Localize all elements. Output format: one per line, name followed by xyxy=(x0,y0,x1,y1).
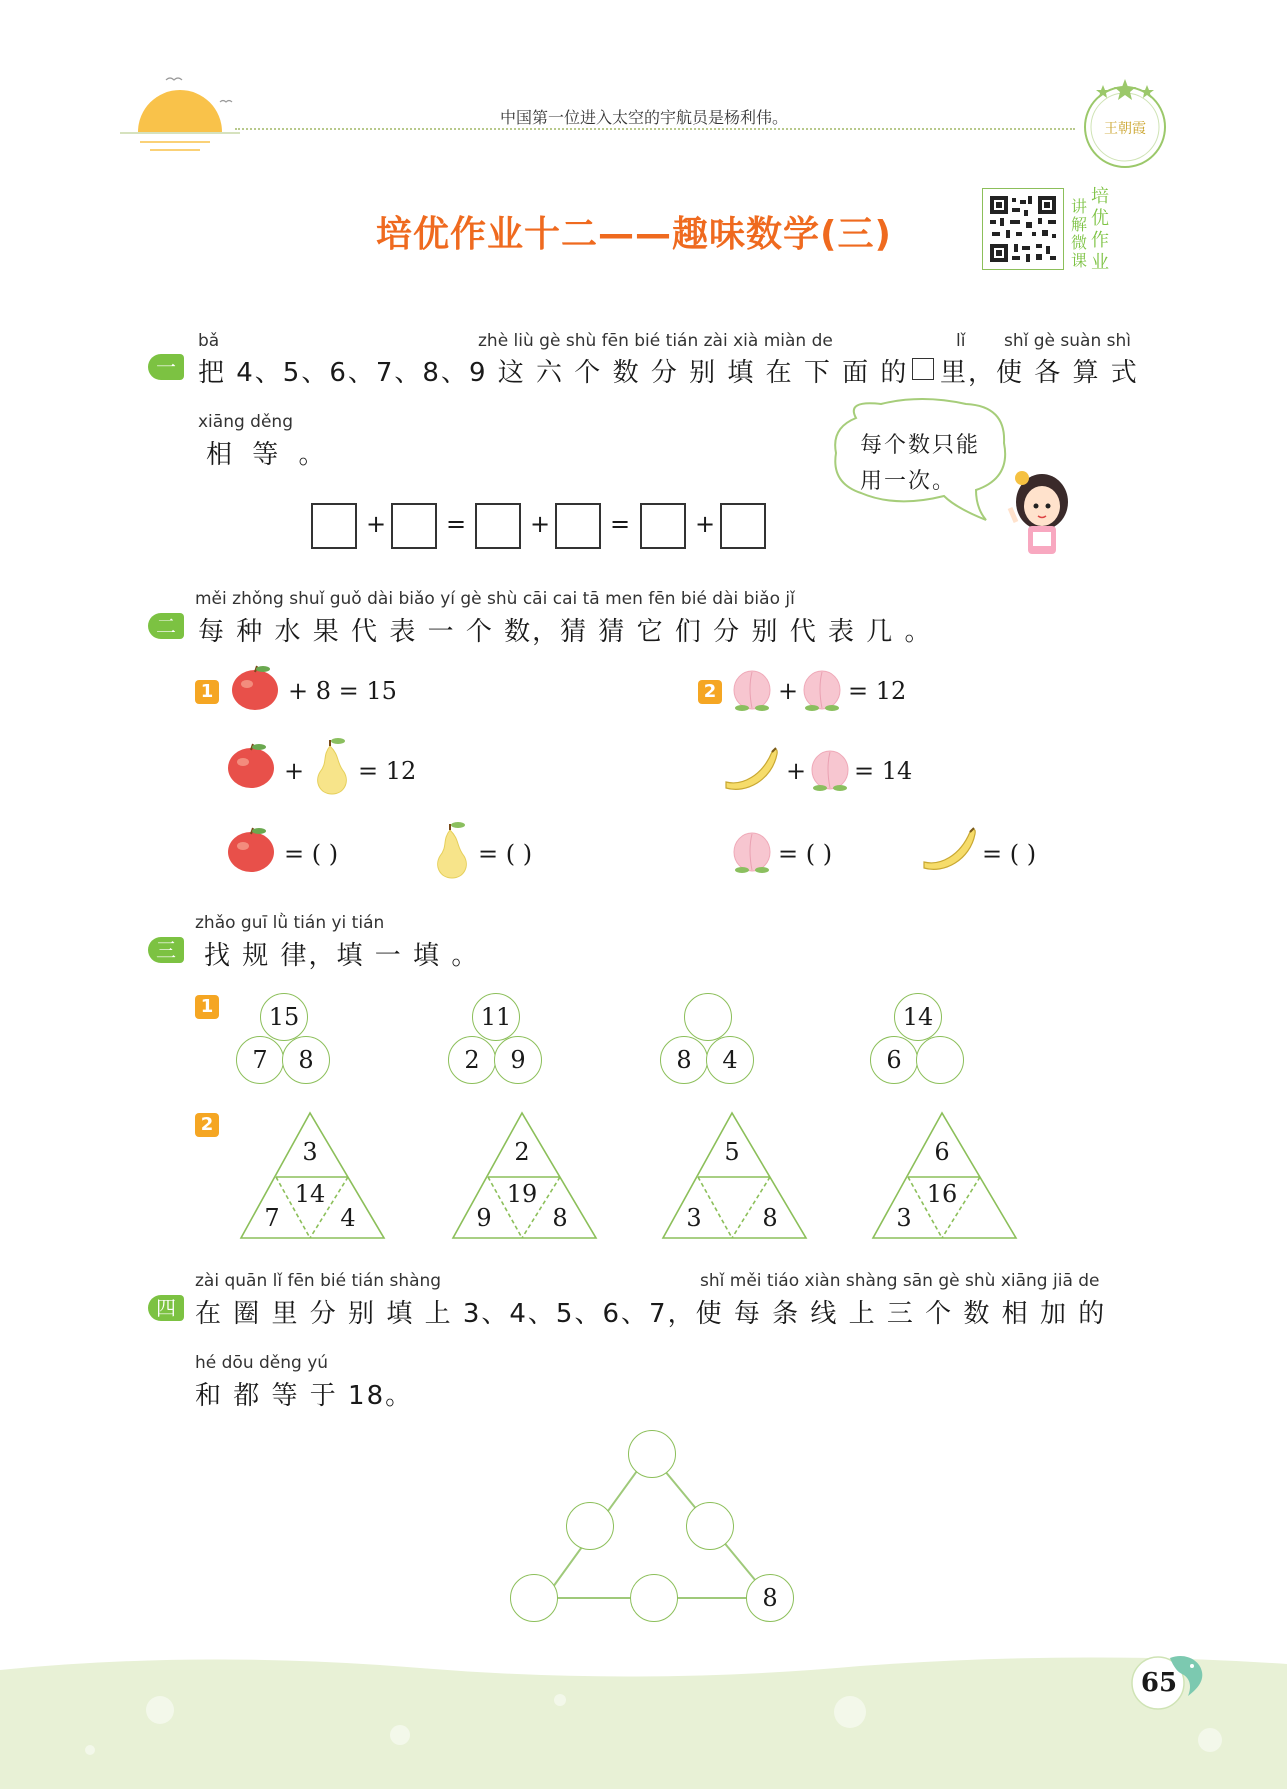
number-circle: 2 xyxy=(448,1036,496,1084)
answer-circle[interactable] xyxy=(628,1430,676,1478)
pinyin: měi zhǒng shuǐ guǒ dài biǎo yí gè shù cāi cai tā men fēn bié dài biǎo jǐ xyxy=(195,589,795,609)
equation-text: = 14 xyxy=(854,757,913,785)
number-circle: 8 xyxy=(660,1036,708,1084)
header-fact: 中国第一位进入太空的宇航员是杨利伟。 xyxy=(500,108,789,127)
bubble-line-2: 用一次。 xyxy=(860,469,957,494)
instruction-text: 每 种 水 果 代 表 一 个 数，猜 猜 它 们 分 别 代 表 几 。 xyxy=(198,617,933,647)
section-badge-2: 二 xyxy=(148,613,184,639)
answer-circle[interactable] xyxy=(630,1574,678,1622)
question-number: 2 xyxy=(698,680,722,704)
answer-box[interactable] xyxy=(391,503,437,549)
number-circle: 4 xyxy=(706,1036,754,1084)
question-number: 1 xyxy=(195,680,219,704)
equation-text: = 12 xyxy=(358,757,417,785)
answer-blank[interactable]: = ( ) xyxy=(478,840,533,868)
peach-icon xyxy=(730,830,776,876)
pinyin: hé dōu děng yú xyxy=(195,1353,329,1373)
peach-icon xyxy=(730,668,776,714)
triangle-right-number: 8 xyxy=(762,1204,778,1232)
pinyin: xiāng děng xyxy=(198,412,293,432)
plus-sign: + xyxy=(695,510,716,538)
answer-blank[interactable]: = ( ) xyxy=(982,840,1037,868)
section-badge-3: 三 xyxy=(148,937,184,963)
apple-icon xyxy=(226,826,278,876)
qr-label-col2: 培优作业 xyxy=(1091,186,1109,273)
instruction-text: 相 等 。 xyxy=(206,440,331,470)
number-circle xyxy=(916,1036,964,1084)
given-number-circle: 8 xyxy=(746,1574,794,1622)
apple-icon xyxy=(230,664,282,714)
page-number: 65 xyxy=(1140,1668,1178,1698)
answer-box[interactable] xyxy=(640,503,686,549)
speech-bubble xyxy=(826,398,1016,528)
pinyin: bǎ xyxy=(198,331,220,351)
footer-wave xyxy=(0,1650,1287,1789)
plus-sign: + xyxy=(366,510,387,538)
triangle-top-number: 2 xyxy=(514,1138,530,1166)
pear-icon xyxy=(308,738,356,798)
page-title: 培优作业十二——趣味数学(三) xyxy=(376,214,892,255)
section-badge-1: 一 xyxy=(148,354,184,380)
triangle-left-number: 3 xyxy=(896,1204,912,1232)
instruction-text: 里，使 各 算 式 xyxy=(940,358,1139,388)
pinyin: shǐ měi tiáo xiàn shàng sān gè shù xiāng jiā de xyxy=(700,1271,1100,1291)
triangle-left-number: 9 xyxy=(476,1204,492,1232)
peach-icon xyxy=(808,748,854,794)
triangle-left-number: 3 xyxy=(686,1204,702,1232)
header-rule xyxy=(235,128,1075,130)
brand-logo xyxy=(1078,75,1173,170)
question-number: 1 xyxy=(195,995,219,1019)
peach-icon xyxy=(800,668,846,714)
triangle-right-number: 4 xyxy=(340,1204,356,1232)
question-number: 2 xyxy=(195,1113,219,1137)
plus-sign: + xyxy=(778,677,799,705)
instruction-text: 在 圈 里 分 别 填 上 3、4、5、6、7，使 每 条 线 上 三 个 数 相 加 的 xyxy=(195,1299,1107,1329)
answer-box[interactable] xyxy=(311,503,357,549)
triangle-left-number: 7 xyxy=(264,1204,280,1232)
number-circle: 14 xyxy=(894,993,942,1041)
triangle-top-number: 6 xyxy=(934,1138,950,1166)
banana-icon xyxy=(920,826,980,876)
instruction-text: 找 规 律，填 一 填 。 xyxy=(204,941,480,971)
sun-decoration xyxy=(120,70,240,155)
answer-box[interactable] xyxy=(720,503,766,549)
section-badge-4: 四 xyxy=(148,1295,184,1321)
qr-label-col1: 讲解微课 xyxy=(1071,197,1088,270)
triangle-middle-number: 16 xyxy=(926,1180,958,1208)
equals-sign: = xyxy=(446,510,467,538)
pinyin: zhǎo guī lǜ tián yi tián xyxy=(195,913,385,933)
pear-icon xyxy=(428,822,476,882)
answer-blank[interactable]: = ( ) xyxy=(284,840,339,868)
triangle-top-number: 3 xyxy=(302,1138,318,1166)
answer-blank[interactable]: = ( ) xyxy=(778,840,833,868)
pinyin: zài quān lǐ fēn bié tián shàng xyxy=(195,1271,442,1291)
pinyin: zhè liù gè shù fēn bié tián zài xià miàn de xyxy=(478,331,833,351)
plus-sign: + xyxy=(530,510,551,538)
banana-icon xyxy=(722,746,782,796)
answer-circle[interactable] xyxy=(566,1502,614,1550)
triangle-middle-number: 19 xyxy=(506,1180,538,1208)
girl-illustration xyxy=(1000,460,1080,556)
number-circle: 11 xyxy=(472,993,520,1041)
answer-box[interactable] xyxy=(475,503,521,549)
equals-sign: = xyxy=(610,510,631,538)
number-circle: 6 xyxy=(870,1036,918,1084)
triangle-middle-number: 14 xyxy=(294,1180,326,1208)
answer-box[interactable] xyxy=(555,503,601,549)
plus-sign: + xyxy=(284,757,305,785)
triangle-right-number: 8 xyxy=(552,1204,568,1232)
inline-box-icon xyxy=(912,358,934,380)
apple-icon xyxy=(226,742,278,792)
number-circle: 15 xyxy=(260,993,308,1041)
triangle-top-number: 5 xyxy=(724,1138,740,1166)
plus-sign: + xyxy=(786,757,807,785)
number-circle: 7 xyxy=(236,1036,284,1084)
equation-text: = 12 xyxy=(848,677,907,705)
qr-code[interactable] xyxy=(982,188,1064,270)
number-circle: 9 xyxy=(494,1036,542,1084)
number-circle: 8 xyxy=(282,1036,330,1084)
bubble-line-1: 每个数只能 xyxy=(860,433,981,458)
answer-circle[interactable] xyxy=(510,1574,558,1622)
svg-text:王朝霞: 王朝霞 xyxy=(1104,121,1146,137)
pinyin: shǐ gè suàn shì xyxy=(1004,331,1131,351)
instruction-text: 和 都 等 于 18。 xyxy=(195,1381,414,1411)
pinyin: lǐ xyxy=(956,331,966,351)
number-circle xyxy=(684,993,732,1041)
instruction-text: 把 4、5、6、7、8、9 这 六 个 数 分 别 填 在 下 面 的 xyxy=(198,358,909,388)
equation-text: + 8 = 15 xyxy=(288,677,397,705)
answer-circle[interactable] xyxy=(686,1502,734,1550)
